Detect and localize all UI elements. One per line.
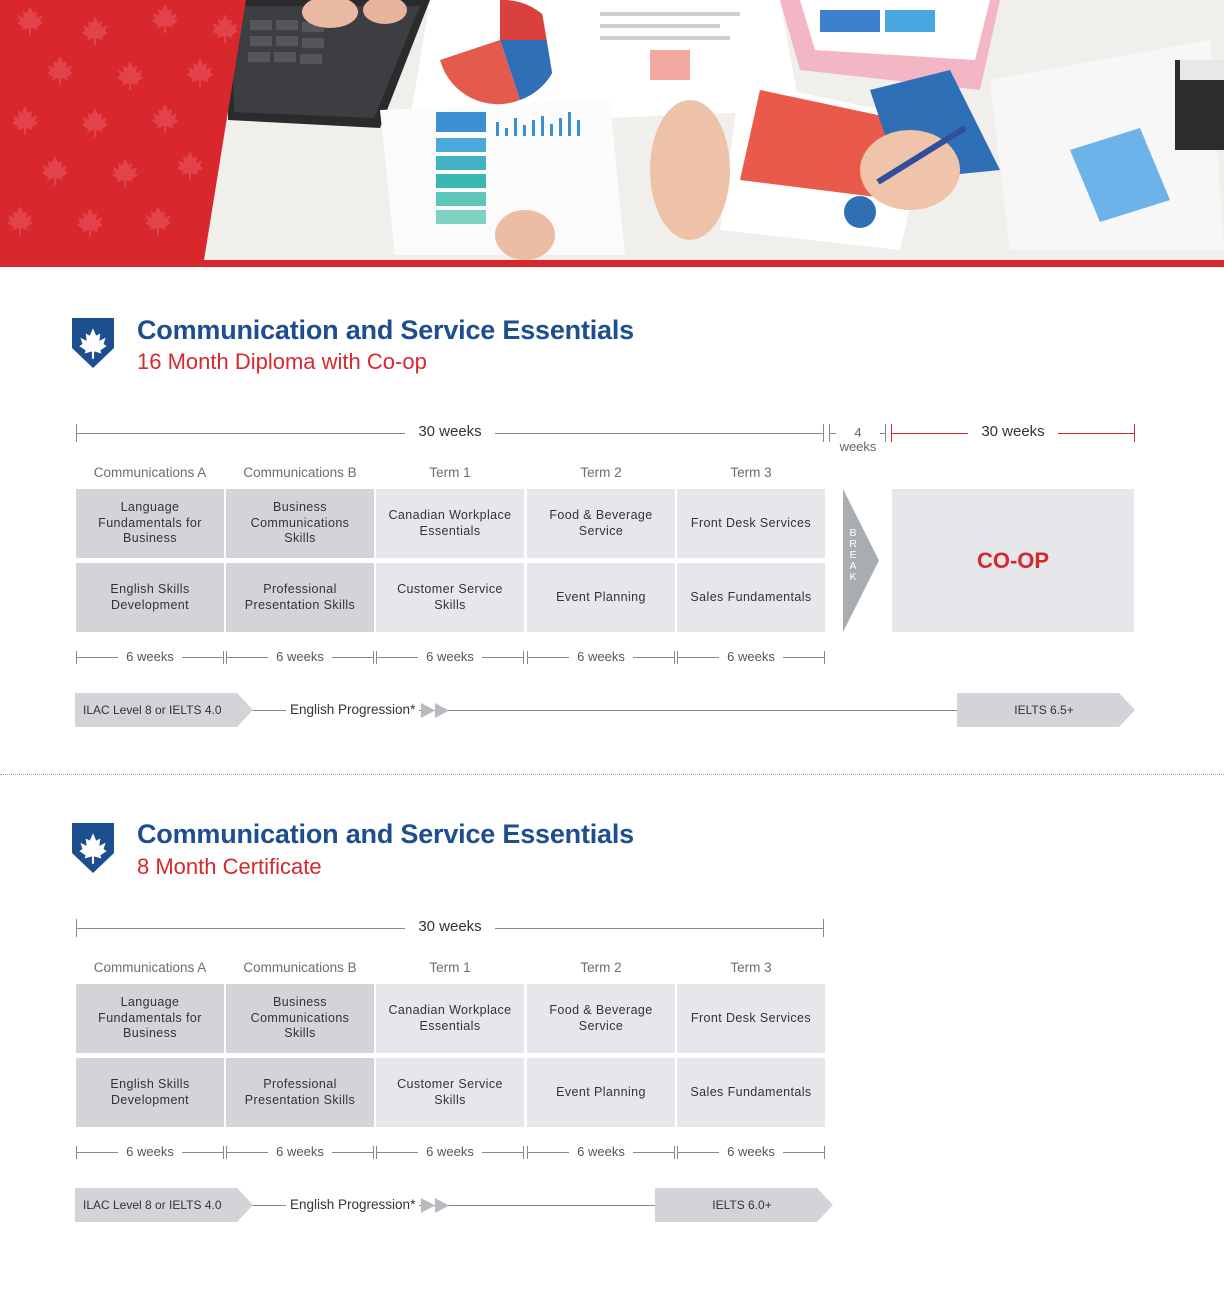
entry-requirement: ILAC Level 8 or IELTS 4.0 xyxy=(83,703,222,717)
course-cell: Professional Presentation Skills xyxy=(226,1058,374,1127)
course-cell: Customer Service Skills xyxy=(376,1058,524,1127)
duration-label: 6 weeks xyxy=(118,1144,182,1159)
course-cell: Food & Beverage Service xyxy=(527,984,675,1053)
column-header: Term 1 xyxy=(429,465,471,480)
exit-requirement: IELTS 6.5+ xyxy=(1014,703,1074,717)
entry-requirement: ILAC Level 8 or IELTS 4.0 xyxy=(83,1198,222,1212)
duration-label: 6 weeks xyxy=(418,1144,482,1159)
duration-label: 6 weeks xyxy=(268,1144,332,1159)
span-label-coop: 30 weeks xyxy=(968,423,1058,440)
course-cell: Business Communications Skills xyxy=(226,489,374,558)
course-cell: Business Communications Skills xyxy=(226,984,374,1053)
duration-label: 6 weeks xyxy=(719,649,783,664)
duration-marker xyxy=(376,1143,524,1161)
coop-block: CO-OP xyxy=(892,489,1134,632)
course-cell: Sales Fundamentals xyxy=(677,563,825,632)
course-cell: Language Fundamentals for Business xyxy=(76,984,224,1053)
maple-leaf-shield-icon xyxy=(72,823,114,873)
course-cell: English Skills Development xyxy=(76,563,224,632)
duration-marker xyxy=(76,1143,224,1161)
course-cell: Canadian Workplace Essentials xyxy=(376,984,524,1053)
duration-label: 6 weeks xyxy=(268,649,332,664)
course-cell: Event Planning xyxy=(527,563,675,632)
program-subtitle: 16 Month Diploma with Co-op xyxy=(137,349,427,374)
course-cell: Front Desk Services xyxy=(677,489,825,558)
duration-marker xyxy=(677,1143,825,1161)
progression-label: English Progression* xyxy=(286,1197,419,1212)
duration-label: 6 weeks xyxy=(569,1144,633,1159)
course-cell: Language Fundamentals for Business xyxy=(76,489,224,558)
span-tick xyxy=(823,919,824,937)
column-header: Term 3 xyxy=(730,465,772,480)
column-header: Communications B xyxy=(243,465,357,480)
duration-label: 6 weeks xyxy=(118,649,182,664)
column-header: Term 2 xyxy=(580,465,622,480)
column-header: Communications A xyxy=(93,960,207,975)
span-label-main: 30 weeks xyxy=(405,918,495,935)
column-header: Communications A xyxy=(93,465,207,480)
span-label-main: 30 weeks xyxy=(405,423,495,440)
course-cell: Canadian Workplace Essentials xyxy=(376,489,524,558)
double-chevron-icon xyxy=(421,1198,451,1213)
duration-label: 6 weeks xyxy=(719,1144,783,1159)
exit-badge xyxy=(655,1188,833,1222)
program-title: Communication and Service Essentials xyxy=(137,315,634,345)
program-subtitle: 8 Month Certificate xyxy=(137,854,322,879)
duration-marker xyxy=(226,1143,374,1161)
span-label-break: 4 weeks xyxy=(836,426,880,454)
duration-label: 6 weeks xyxy=(569,649,633,664)
duration-label: 6 weeks xyxy=(418,649,482,664)
break-label: B R E A K xyxy=(849,527,857,583)
course-cell: Professional Presentation Skills xyxy=(226,563,374,632)
course-cell: Sales Fundamentals xyxy=(677,1058,825,1127)
course-cell: English Skills Development xyxy=(76,1058,224,1127)
column-header: Term 1 xyxy=(429,960,471,975)
column-header: Term 2 xyxy=(580,960,622,975)
course-cell: Event Planning xyxy=(527,1058,675,1127)
course-cell: Food & Beverage Service xyxy=(527,489,675,558)
progression-label: English Progression* xyxy=(286,702,419,717)
course-cell: Front Desk Services xyxy=(677,984,825,1053)
program-title: Communication and Service Essentials xyxy=(137,819,634,849)
exit-requirement: IELTS 6.0+ xyxy=(712,1198,772,1212)
column-header: Term 3 xyxy=(730,960,772,975)
entry-badge xyxy=(75,1188,253,1222)
column-header: Communications B xyxy=(243,960,357,975)
duration-marker xyxy=(527,1143,675,1161)
course-cell: Customer Service Skills xyxy=(376,563,524,632)
